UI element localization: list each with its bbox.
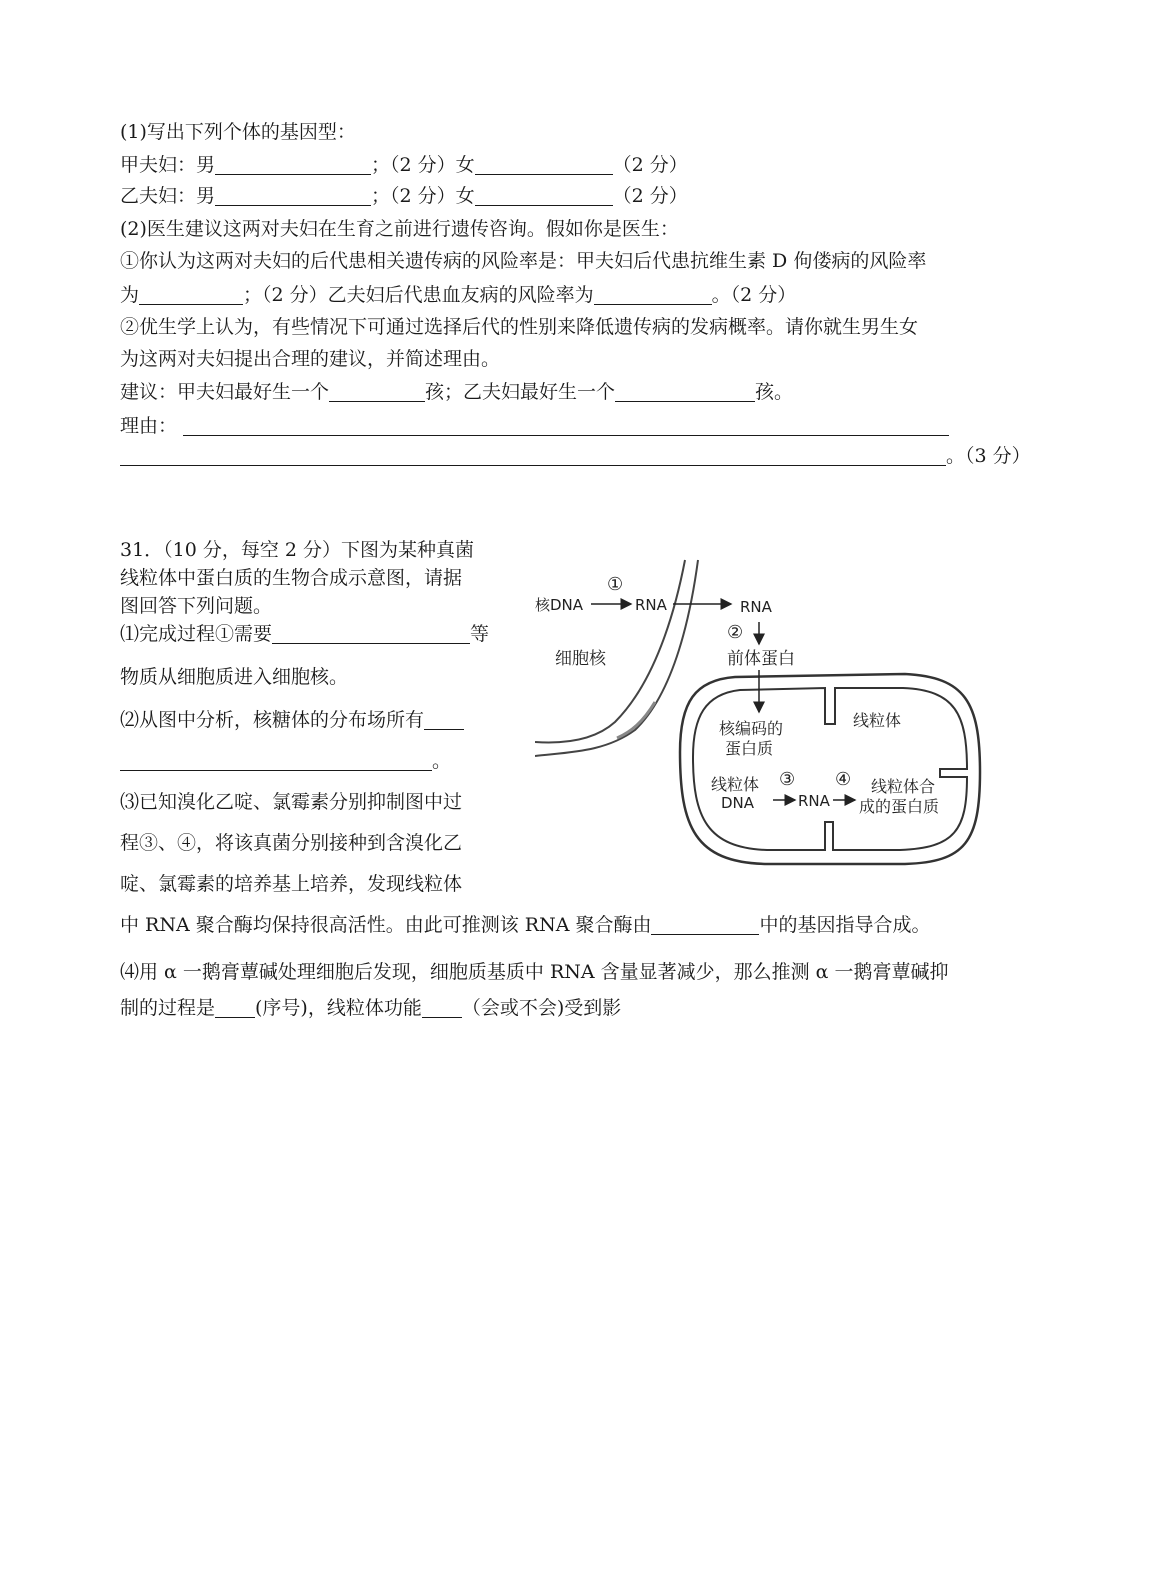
text-segment: ；（2 分）乙夫妇后代患血友病的风险率为 [243, 284, 594, 306]
text-segment: 中的基因指导合成。 [759, 914, 931, 936]
score-label: ；（2 分）女 [371, 185, 475, 207]
text-segment: 建议：甲夫妇最好生一个 [120, 381, 330, 403]
reason-label: 理由： [120, 415, 178, 437]
step-1-label: ① [607, 574, 624, 595]
nuclear-encoded-label-2: 蛋白质 [725, 739, 774, 758]
nuclear-encoded-label-1: 核编码的 [719, 719, 784, 738]
text-segment: （会或不会)受到影 [461, 997, 622, 1019]
text-segment: 孩。 [755, 381, 794, 403]
mitochondrion-label: 线粒体 [853, 711, 902, 730]
sub1-blank[interactable] [272, 621, 470, 644]
reason-blank-2[interactable] [120, 443, 946, 466]
couple-b-male-blank[interactable] [215, 183, 371, 206]
reason-line-2 [120, 441, 1031, 471]
text-segment: 制的过程是 [120, 997, 216, 1019]
text-segment: 等 [470, 623, 490, 645]
score-label: ；（2 分）女 [371, 154, 475, 176]
sub2-blank-part2[interactable] [120, 748, 432, 771]
q31-sub2-cont [120, 746, 451, 776]
score-label: （2 分） [612, 154, 688, 176]
mt-protein-label-2: 成的蛋白质 [859, 797, 940, 816]
couple-b-female-blank[interactable] [475, 183, 613, 206]
mitochondria-protein-synthesis-diagram [535, 552, 1035, 882]
couple-b-line [120, 181, 688, 211]
q31-intro-3: 图回答下列问题。 [120, 595, 273, 617]
reason-blank-1[interactable] [183, 413, 949, 436]
score-label: （2 分） [612, 185, 688, 207]
q31-intro-1: 31．（10 分，每空 2 分）下图为某种真菌 [120, 539, 475, 561]
nuclear-pore [617, 702, 655, 738]
text-segment: 孩；乙夫妇最好生一个 [425, 381, 616, 403]
text-segment: ⑵从图中分析，核糖体的分布场所有 [120, 709, 425, 731]
mt-dna-label-1: 线粒体 [711, 775, 760, 794]
reason-end: 。（3 分） [946, 445, 1031, 467]
suggestion-line [120, 377, 793, 407]
question-2-title: (2)医生建议这两对夫妇在生育之前进行遗传咨询。假如你是医生： [120, 218, 679, 240]
reason-line [120, 411, 949, 441]
sub3-blank[interactable] [651, 912, 759, 935]
couple-a-male-blank[interactable] [215, 152, 371, 175]
question-2-2-line1: ②优生学上认为，有些情况下可通过选择后代的性别来降低遗传病的发病概率。请你就生男生女 [120, 316, 919, 338]
precursor-protein-label: 前体蛋白 [727, 649, 795, 669]
text-segment: (序号)，线粒体功能 [255, 997, 422, 1019]
q31-sub4-2 [120, 993, 621, 1023]
sub2-blank-part1[interactable] [424, 707, 464, 730]
q31-sub1 [120, 619, 489, 649]
sub4-blank-1[interactable] [215, 995, 255, 1018]
q31-sub2 [120, 705, 464, 735]
question-2-1-line2 [120, 280, 796, 310]
sub4-blank-2[interactable] [422, 995, 462, 1018]
q31-sub1-cont: 物质从细胞质进入细胞核。 [120, 666, 349, 688]
text-segment: 。（2 分） [711, 284, 797, 306]
couple-a-line [120, 150, 688, 180]
step-3-label: ③ [779, 769, 796, 790]
step-2-label: ② [727, 622, 744, 643]
suggest-b-blank[interactable] [615, 379, 755, 402]
mt-dna-label-2: DNA [721, 794, 755, 812]
q31-sub3-2: 程③、④，将该真菌分别接种到含溴化乙 [120, 832, 463, 854]
rna-2-label: RNA [740, 598, 772, 616]
q31-intro-2: 线粒体中蛋白质的生物合成示意图，请据 [120, 567, 463, 589]
suggest-a-blank[interactable] [329, 379, 425, 402]
q31-sub4-1: ⑷用 α 一鹅膏蕈碱处理细胞后发现，细胞质基质中 RNA 含量显著减少，那么推测 α 一鹅膏蕈碱抑 [120, 961, 949, 983]
risk-a-blank[interactable] [139, 282, 243, 305]
q31-sub3-4 [120, 910, 930, 940]
text-segment: 中 RNA 聚合酶均保持很高活性。由此可推测该 RNA 聚合酶由 [120, 914, 652, 936]
question-1-title: (1)写出下列个体的基因型： [120, 121, 356, 143]
couple-a-female-blank[interactable] [475, 152, 613, 175]
text-segment: 为 [120, 284, 140, 306]
risk-b-blank[interactable] [594, 282, 712, 305]
q31-sub3-1: ⑶已知溴化乙啶、氯霉素分别抑制图中过 [120, 791, 463, 813]
text-segment: ⑴完成过程①需要 [120, 623, 273, 645]
couple-b-label: 乙夫妇：男 [120, 185, 216, 207]
mitochondrion-inner-membrane [693, 688, 967, 850]
rna-1-label: RNA [635, 596, 667, 614]
rna-3-label: RNA [798, 792, 830, 810]
question-2-2-line2: 为这两对夫妇提出合理的建议，并简述理由。 [120, 348, 501, 370]
mt-protein-label-1: 线粒体合 [871, 777, 936, 796]
nuclear-dna-label: 核DNA [535, 596, 584, 614]
couple-a-label: 甲夫妇：男 [120, 154, 216, 176]
question-2-1-line1: ①你认为这两对夫妇的后代患相关遗传病的风险率是：甲夫妇后代患抗维生素 D 佝偻病的风险率 [120, 250, 927, 272]
step-4-label: ④ [835, 769, 852, 790]
q31-sub3-3: 啶、氯霉素的培养基上培养，发现线粒体 [120, 873, 463, 895]
nucleus-label: 细胞核 [555, 649, 606, 669]
mitochondrion-outer-membrane [680, 674, 980, 864]
text-segment: 。 [432, 750, 452, 772]
